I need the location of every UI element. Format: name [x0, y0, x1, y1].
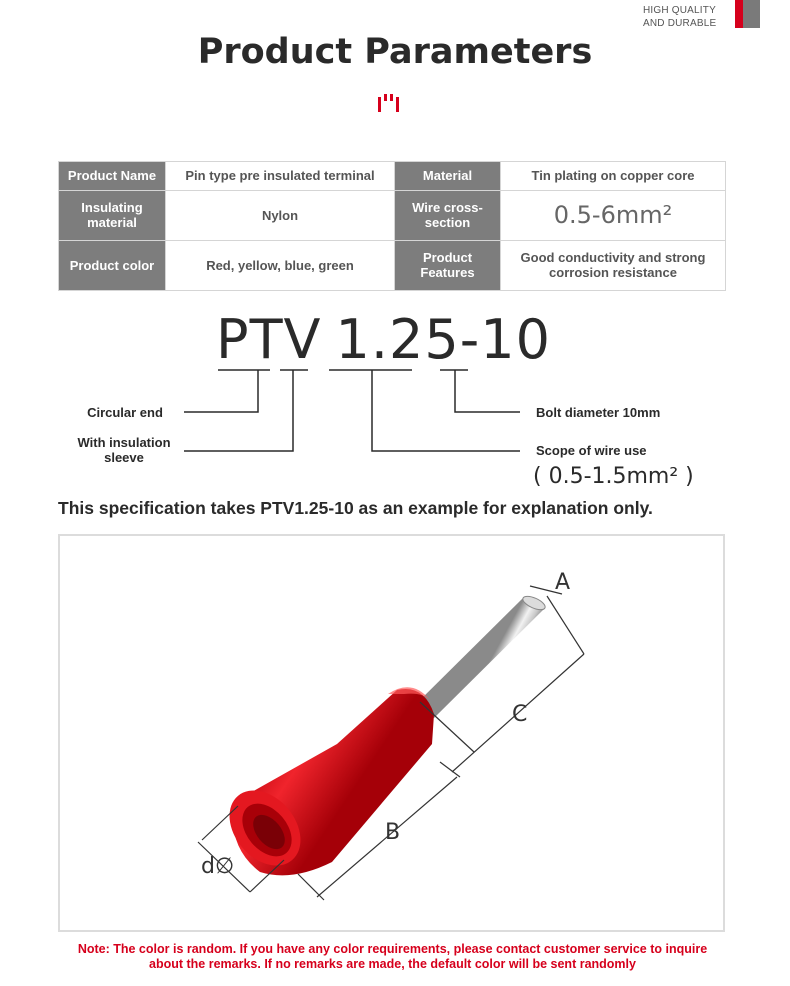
- spec-note: This specification takes PTV1.25-10 as an example for explanation only.: [58, 498, 653, 518]
- footer-note: Note: The color is random. If you have any color requirements, please contact customer service to inquire about the remarks. If no remarks are made, the default color will be sent randomly: [77, 942, 708, 971]
- page-title: Product Parameters: [197, 32, 593, 72]
- param-value: Tin plating on copper core: [501, 162, 726, 191]
- param-value: Pin type pre insulated terminal: [166, 162, 395, 191]
- model-wire-size: 1.25: [335, 308, 460, 371]
- annotation-circular-end: Circular end: [87, 405, 163, 420]
- annotation-wire-scope: Scope of wire use: [536, 443, 647, 458]
- model-prefix: PTV: [216, 308, 322, 371]
- param-value: 0.5-6mm²: [501, 190, 726, 240]
- product-image-frame: [58, 534, 725, 932]
- metal-pin: [412, 594, 547, 718]
- annotation-insulation-sleeve: With insulation sleeve: [77, 435, 171, 465]
- param-label: Product color: [59, 240, 166, 290]
- wire-range: ( 0.5-1.5mm² ): [533, 464, 694, 489]
- badge-line-1: HIGH QUALITY: [643, 5, 716, 16]
- dimension-label-a: A: [555, 570, 571, 595]
- badge-line-2: AND DURABLE: [643, 18, 717, 29]
- dimension-label-b: B: [385, 820, 401, 845]
- param-value: Red, yellow, blue, green: [166, 240, 395, 290]
- param-label: Product Features: [395, 240, 501, 290]
- param-label: Wire cross-section: [395, 190, 501, 240]
- param-label: Insulating material: [59, 190, 166, 240]
- dimension-label-c: C: [512, 702, 528, 727]
- dimension-label-d: d∅: [201, 854, 235, 879]
- param-label: Product Name: [59, 162, 166, 191]
- insulation-sleeve: [215, 687, 434, 879]
- param-value: Nylon: [166, 190, 395, 240]
- annotation-bolt-diameter: Bolt diameter 10mm: [536, 405, 661, 420]
- terminal-illustration: [60, 536, 723, 930]
- model-bolt-size: -10: [459, 308, 551, 371]
- param-label: Material: [395, 162, 501, 191]
- param-value: Good conductivity and strong corrosion resistance: [501, 240, 726, 290]
